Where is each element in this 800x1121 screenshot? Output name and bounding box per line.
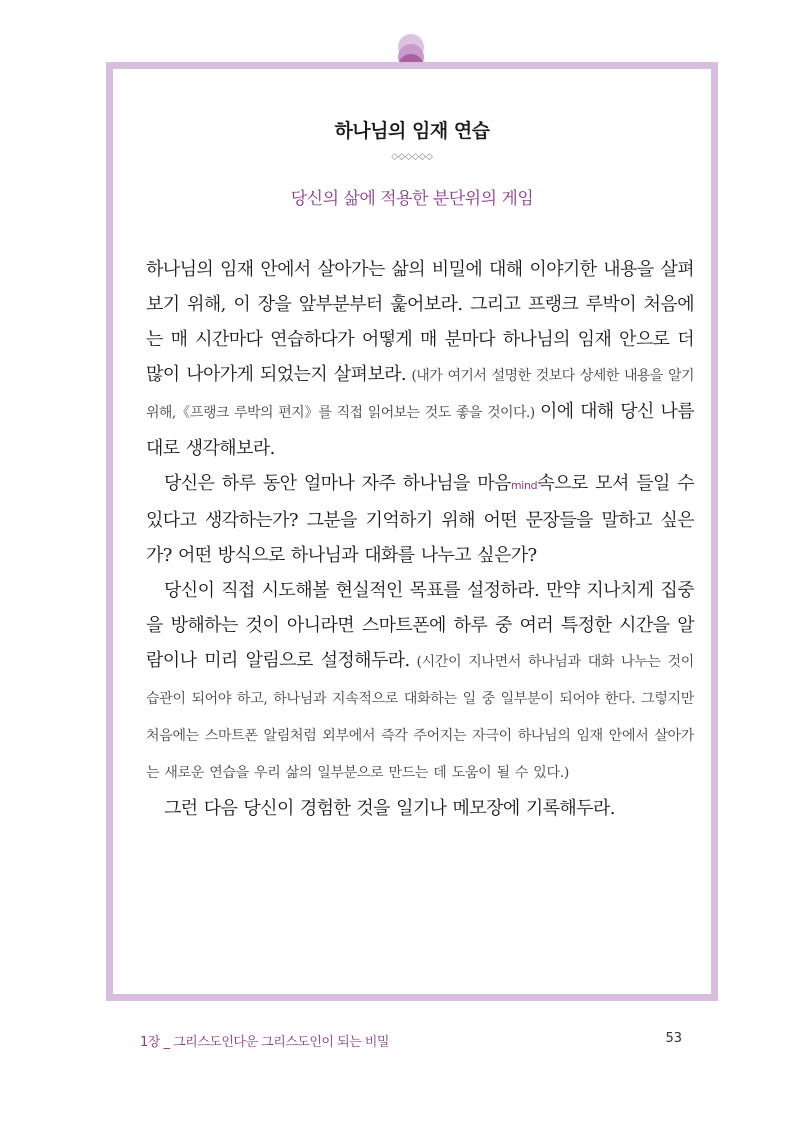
paragraph-3 [146, 573, 694, 791]
section-subtitle: 당신의 삶에 적용한 분단위의 게임 [290, 189, 534, 209]
ornament-divider: ◇◇◇◇◇◇ [391, 152, 433, 162]
page-number: 53 [665, 1031, 682, 1046]
paragraph-4 [146, 791, 694, 826]
mind-annotation: mind [510, 479, 538, 492]
paragraph-2 [146, 466, 694, 573]
footer-chapter: 1장 _ 그리스도인다운 그리스도인이 되는 비밀 [140, 1035, 389, 1050]
paragraph-3-text: 당신이 직접 시도해볼 현실적인 목표를 설정하라. 만약 지나치게 집중을 방해하는 것이 아니라면 스마트폰에 하루 중 여러 특정한 시간을 알람이나 미리 알림으로 설정해두라. [146, 580, 694, 671]
paragraph-1-text: 하나님의 임재 안에서 살아가는 삶의 비밀에 대해 이야기한 내용을 살펴보기 위해, 이 장을 앞부분부터 훑어보라. 그리고 프랭크 루박이 처음에는 매 시간마다 연습하다가 어떻게 매 분마다 하나님의 임재 안으로 더 많이 나아가게 되었는지 살펴보라. [146, 259, 694, 385]
paragraph-2-text-b: 속으로 모셔 들일 수 있다고 생각하는가? 그분을 기억하기 위해 어떤 문장들을 말하고 싶은가? 어떤 방식으로 하나님과 대화를 나누고 싶은가? [146, 473, 695, 566]
paragraph-2-text-a: 당신은 하루 동안 얼마나 자주 하나님을 마음 [164, 473, 511, 494]
paragraph-3-note: (시간이 지나면서 하나님과 대화 나누는 것이 습관이 되어야 하고, 하나님과 지속적으로 대화하는 일 중 일부분이 되어야 한다. 그렇지만 처음에는 스마트폰 알림처럼 외부에서 즉각 주어지는 자극이 하나님의 임재 안에서 살아가는 새로운 연습을 우리 삶의 일부분으로 만드는 데 도움이 될 수 있다.) [146, 654, 694, 781]
paragraph-1-note: (내가 여기서 설명한 것보다 상세한 내용을 알기 위해,《프랭크 루박의 편지》를 직접 읽어보는 것도 좋을 것이다.) [146, 368, 694, 421]
paragraph-1 [146, 252, 694, 466]
paragraph-4-text: 그런 다음 당신이 경험한 것을 일기나 메모장에 기록해두라. [164, 798, 615, 819]
body-text [146, 252, 694, 826]
paragraph-1-tail: 이에 대해 당신 나름대로 생각해보라. [146, 401, 695, 459]
section-title: 하나님의 임재 연습 [334, 120, 490, 142]
